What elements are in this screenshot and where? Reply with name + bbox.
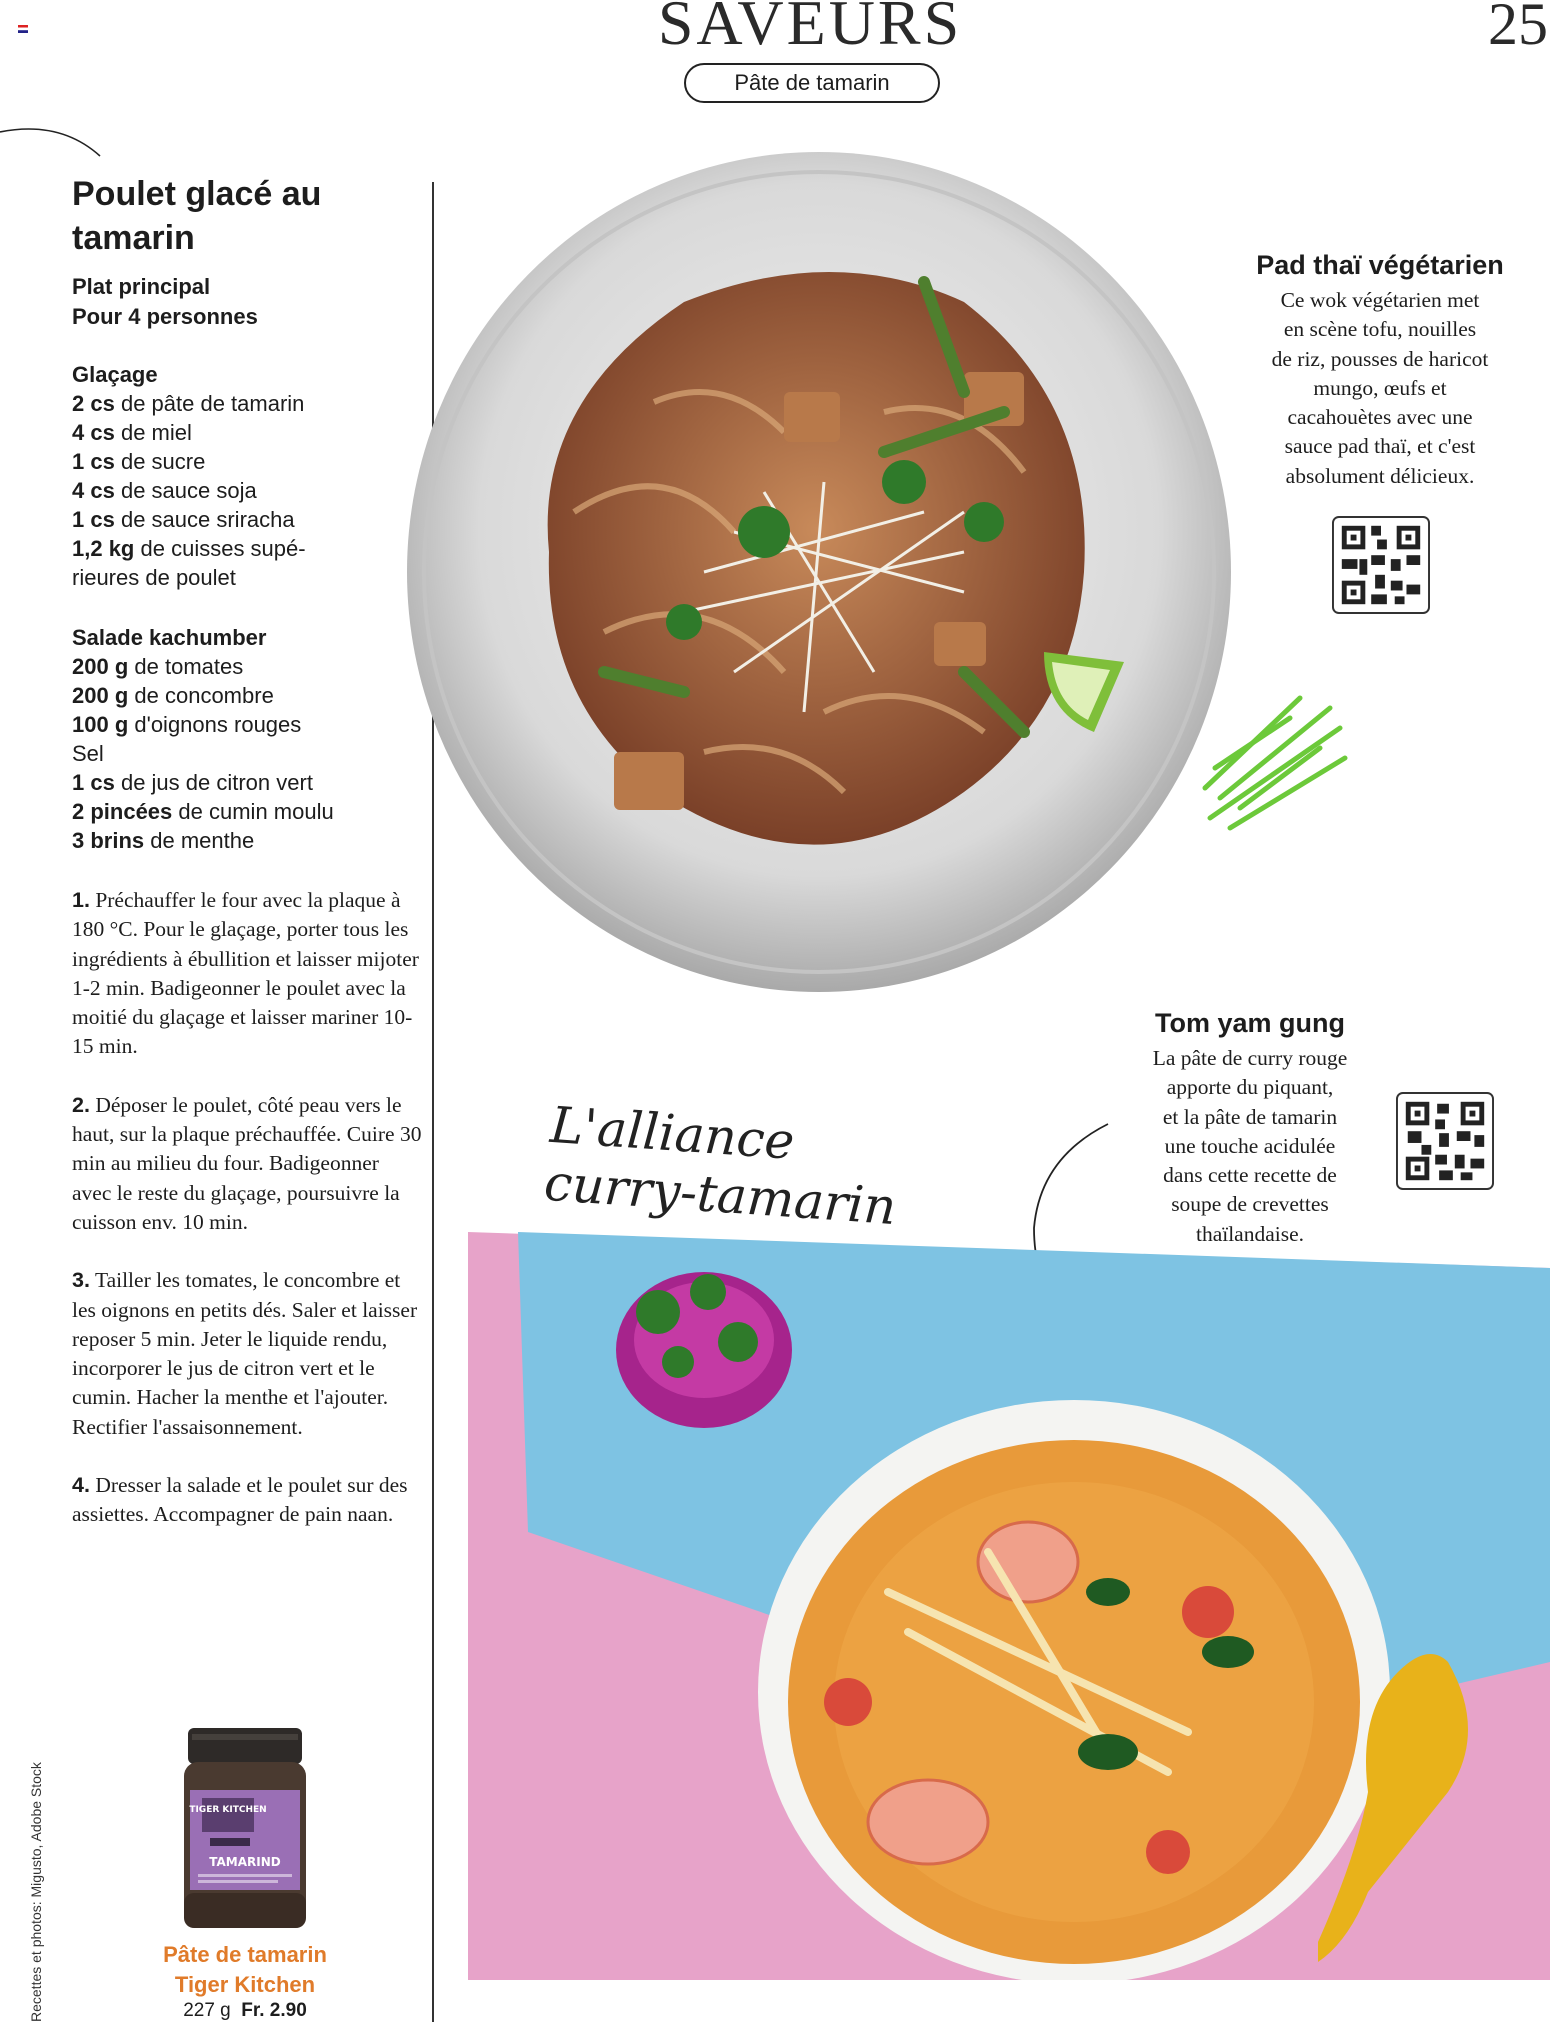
ingredient-line: 100 g d'oignons rouges xyxy=(72,712,302,737)
pad-thai-qr-code[interactable] xyxy=(1332,516,1430,614)
photo-credit: Recettes et photos: Migusto, Adobe Stock xyxy=(28,1762,44,2022)
ingredient-line: 1 cs de sucre xyxy=(72,449,206,474)
tom-yam-qr-code[interactable] xyxy=(1396,1092,1494,1190)
product-name xyxy=(140,1940,350,2000)
salad-heading: Salade kachumber xyxy=(72,625,267,650)
headline-line2: curry-tamarin xyxy=(542,1153,898,1237)
flag-icon xyxy=(18,20,28,28)
jar-brand: TIGER KITCHEN xyxy=(189,1805,267,1815)
recipe-title: Poulet glacé au tamarin xyxy=(72,175,322,257)
ingredient-line: 1,2 kg de cuisses supé- xyxy=(72,536,306,561)
product-name-line2: Tiger Kitchen xyxy=(174,1972,316,1997)
step-3: 3. Tailler les tomates, le concombre et les oignons en petits dés. Saler et laisser reposer 5 min. Jeter le liquide rendu, incorporer le jus de citron vert et le cumin. Hacher la menthe et l'ajouter. Rectifier l'assaisonnement. xyxy=(72,1268,418,1439)
ingredient-line: Sel xyxy=(72,741,104,766)
recipe-course: Plat principal xyxy=(72,274,211,299)
ingredient-line: 1 cs de jus de citron vert xyxy=(72,770,313,795)
recipe-meta xyxy=(72,272,258,332)
pad-thai-bowl-image xyxy=(404,152,1238,1002)
headline-line1: L'alliance xyxy=(548,1095,797,1171)
handwritten-headline xyxy=(544,1096,902,1236)
step-2: 2. Déposer le poulet, côté peau vers le haut, sur la plaque préchauffée. Cuire 30 min au milieu du four. Badigeonner avec le reste du glaçage, poursuivre la cuisson env. 10 min. xyxy=(72,1092,422,1234)
ingredient-line: 2 pincées de cumin moulu xyxy=(72,799,334,824)
glaze-ingredients xyxy=(72,360,412,592)
ingredient-line: 3 brins de menthe xyxy=(72,828,255,853)
ingredient-line: 4 cs de miel xyxy=(72,420,192,445)
ingredient-line: 2 cs de pâte de tamarin xyxy=(72,391,305,416)
tamarind-jar-image xyxy=(180,1728,310,1933)
tom-yam-soup-image xyxy=(468,1232,1550,1980)
chives-image xyxy=(1200,688,1350,838)
step-1: 1. Préchauffer le four avec la plaque à 180 °C. Pour le glaçage, porter tous les ingrédients à ébullition et laisser mijoter 1-2 min. Badigeonner le poulet avec la moitié du glaçage et laisser mariner 10-15 min. xyxy=(72,888,419,1059)
product-name-line1: Pâte de tamarin xyxy=(163,1942,327,1967)
recipe-servings: Pour 4 personnes xyxy=(72,304,258,329)
topic-pill: Pâte de tamarin xyxy=(684,63,940,103)
jar-label: TAMARIND xyxy=(209,1855,281,1869)
ingredient-line: rieures de poulet xyxy=(72,565,236,590)
section-title: SAVEURS xyxy=(657,0,963,58)
product-cost: Fr. 2.90 xyxy=(241,2000,307,2021)
ingredient-line: 200 g de concombre xyxy=(72,683,274,708)
page-number: 25 xyxy=(1488,0,1548,57)
tom-yam-description: La pâte de curry rouge apporte du piquant, et la pâte de tamarin une touche acidulée dans cette recette de soupe de crevettes thaïlandaise. xyxy=(1152,1046,1348,1246)
step-4: 4. Dresser la salade et le poulet sur des assiettes. Accompagner de pain naan. xyxy=(72,1473,408,1527)
salad-ingredients xyxy=(72,623,412,855)
decorative-arc xyxy=(0,120,110,160)
ingredient-line: 1 cs de sauce sriracha xyxy=(72,507,295,532)
ingredient-line: 4 cs de sauce soja xyxy=(72,478,257,503)
ingredient-line: 200 g de tomates xyxy=(72,654,244,679)
product-weight: 227 g xyxy=(183,2000,231,2021)
product-price xyxy=(140,2000,350,2022)
pad-thai-title: Pad thaï végétarien xyxy=(1256,250,1504,280)
recipe-steps xyxy=(72,886,422,1559)
tom-yam-title: Tom yam gung xyxy=(1154,1008,1345,1038)
pad-thai-description: Ce wok végétarien met en scène tofu, nouilles de riz, pousses de haricot mungo, œufs et cacahouètes avec une sauce pad thaï, et c'est absolument délicieux. xyxy=(1271,288,1489,488)
glaze-heading: Glaçage xyxy=(72,362,158,387)
